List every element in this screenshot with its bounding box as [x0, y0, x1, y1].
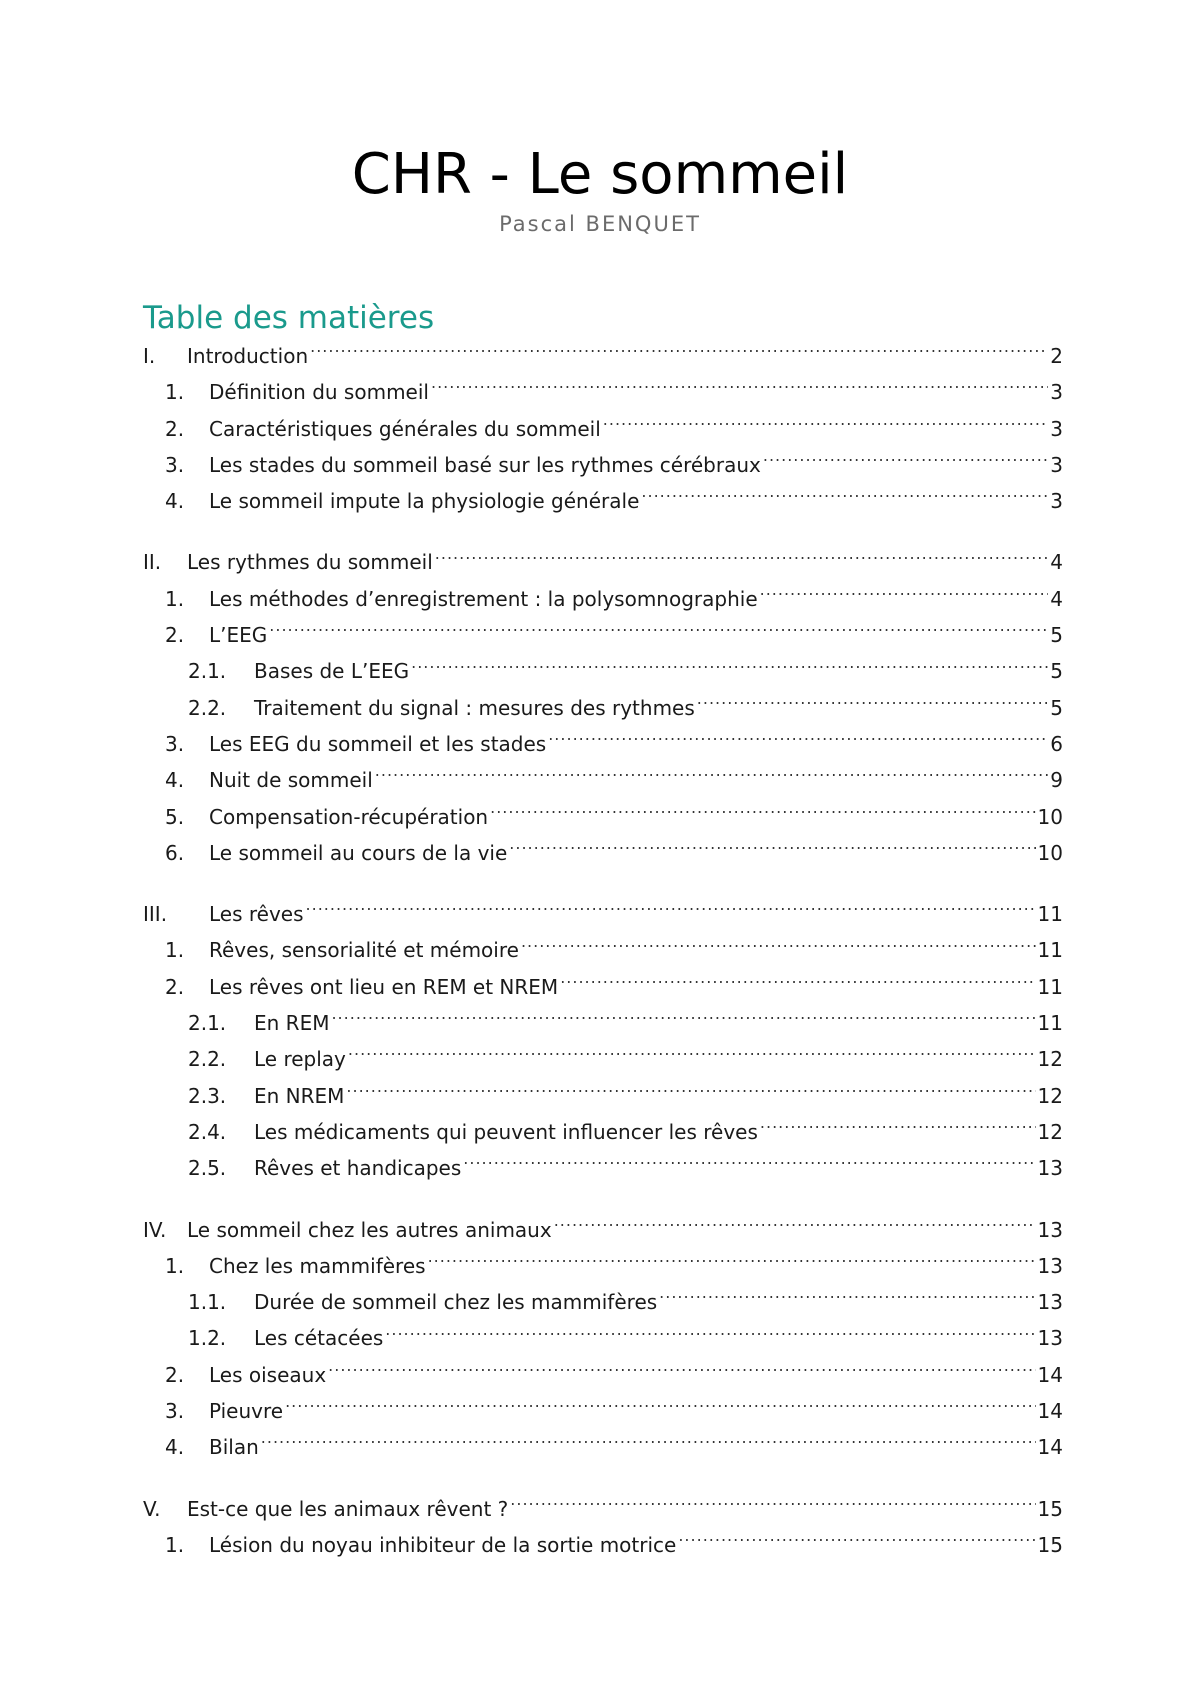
toc-entry-number: 1. [165, 586, 185, 611]
toc-entry-text: Bases de L’EEG [254, 659, 410, 684]
toc-entry-number: 2. [165, 974, 185, 999]
toc-entry-page: 5 [1050, 695, 1063, 720]
dot-leader [641, 490, 1048, 512]
toc-entry-text: Les médicaments qui peuvent influencer les rêves [254, 1119, 758, 1144]
toc-entry[interactable] [143, 1357, 1063, 1393]
toc-entry-page: 13 [1037, 1156, 1063, 1181]
dot-leader [261, 1436, 1036, 1458]
dot-leader [603, 418, 1049, 440]
toc-entry-number: 1. [165, 1253, 185, 1278]
toc-entry-page: 12 [1037, 1047, 1063, 1072]
dot-leader [375, 769, 1048, 791]
toc-entry-number: 2.2. [188, 695, 227, 720]
toc-entry[interactable] [143, 1393, 1063, 1429]
toc-entry-text: Le replay [254, 1047, 346, 1072]
toc-entry-text: Rêves et handicapes [254, 1156, 462, 1181]
toc-entry-text: Pieuvre [209, 1399, 284, 1424]
toc-entry-text: En NREM [254, 1083, 345, 1108]
toc-entry[interactable] [143, 581, 1063, 617]
toc-entry-page: 12 [1037, 1119, 1063, 1144]
toc-entry-text: Caractéristiques générales du sommeil [209, 416, 601, 441]
toc-entry-page: 3 [1050, 452, 1063, 477]
document-author: Pascal BENQUET [499, 212, 701, 236]
toc-entry-number: 1. [165, 1532, 185, 1557]
toc-entry-text: Les méthodes d’enregistrement : la polysomnographie [209, 586, 758, 611]
dot-leader [510, 1498, 1035, 1520]
toc-entry-text: Le sommeil impute la physiologie générale [209, 489, 640, 514]
toc-entry-text: Les EEG du sommeil et les stades [209, 731, 547, 756]
toc-entry[interactable] [143, 617, 1063, 653]
toc-entry[interactable] [143, 762, 1063, 798]
toc-entry-page: 11 [1037, 1011, 1063, 1036]
toc-entry-page: 13 [1037, 1217, 1063, 1242]
toc-entry-number: 1. [165, 938, 185, 963]
toc-entry-number: 5. [165, 804, 185, 829]
toc-entry[interactable] [143, 932, 1063, 968]
toc-entry[interactable] [143, 1491, 1063, 1527]
toc-entry[interactable] [143, 1041, 1063, 1077]
toc-entry-number: IV. [143, 1217, 167, 1242]
toc-entry[interactable] [143, 1150, 1063, 1186]
dot-leader [560, 976, 1035, 998]
toc-entry-text: Compensation-récupération [209, 804, 489, 829]
dot-leader [463, 1157, 1035, 1179]
toc-entry-page: 5 [1050, 659, 1063, 684]
dot-leader [385, 1328, 1035, 1350]
toc-entry-text: Les oiseaux [209, 1362, 327, 1387]
dot-leader [554, 1219, 1036, 1241]
toc-entry[interactable] [143, 1005, 1063, 1041]
toc-entry-number: 3. [165, 1399, 185, 1424]
toc-entry-text: Les rêves [209, 902, 304, 927]
toc-entry-number: V. [143, 1496, 161, 1521]
dot-leader [306, 903, 1036, 925]
toc-entry-page: 5 [1050, 623, 1063, 648]
toc-entry-page: 11 [1037, 974, 1063, 999]
dot-leader [763, 454, 1048, 476]
toc-entry[interactable] [143, 799, 1063, 835]
document-title: CHR - Le sommeil [351, 142, 849, 207]
toc-entry-page: 14 [1037, 1362, 1063, 1387]
toc-entry-number: 4. [165, 489, 185, 514]
dot-leader [310, 345, 1048, 367]
toc-entry-number: 3. [165, 731, 185, 756]
toc-entry-number: 4. [165, 768, 185, 793]
toc-entry-number: 6. [165, 840, 185, 865]
toc-entry[interactable] [143, 544, 1063, 580]
toc-entry-text: En REM [254, 1011, 330, 1036]
toc-entry-page: 14 [1037, 1435, 1063, 1460]
toc-entry-text: Durée de sommeil chez les mammifères [254, 1290, 658, 1315]
toc-entry-text: Les stades du sommeil basé sur les rythmes cérébraux [209, 452, 761, 477]
toc-entry[interactable] [143, 1212, 1063, 1248]
toc-entry-page: 3 [1050, 489, 1063, 514]
toc-entry-text: Le sommeil au cours de la vie [209, 840, 508, 865]
toc-entry-text: Les cétacées [254, 1326, 384, 1351]
dot-leader [760, 1121, 1036, 1143]
toc-entry[interactable] [143, 653, 1063, 689]
toc-entry-page: 3 [1050, 416, 1063, 441]
toc-entry-text: Rêves, sensorialité et mémoire [209, 938, 519, 963]
toc-entry-page: 13 [1037, 1326, 1063, 1351]
toc-entry[interactable] [143, 835, 1063, 871]
toc-entry-number: 3. [165, 452, 185, 477]
toc-entry-text: Définition du sommeil [209, 380, 429, 405]
toc-entry[interactable] [143, 1320, 1063, 1356]
toc-entry-page: 10 [1037, 840, 1063, 865]
dot-leader [431, 381, 1048, 403]
toc-entry[interactable] [143, 1429, 1063, 1465]
toc-entry-number: 2.5. [188, 1156, 227, 1181]
dot-leader [269, 624, 1048, 646]
toc-entry-number: 2.4. [188, 1119, 227, 1144]
toc-entry-number: 2.3. [188, 1083, 227, 1108]
toc-entry-page: 6 [1050, 731, 1063, 756]
toc-entry[interactable] [143, 896, 1063, 932]
dot-leader [346, 1085, 1035, 1107]
toc-entry[interactable] [143, 374, 1063, 410]
toc-heading: Table des matières [143, 300, 435, 336]
toc-entry-page: 11 [1037, 938, 1063, 963]
toc-entry[interactable] [143, 447, 1063, 483]
toc-entry-text: Les rythmes du sommeil [187, 550, 433, 575]
dot-leader [490, 806, 1035, 828]
toc-entry-text: L’EEG [209, 623, 268, 648]
toc-entry[interactable] [143, 1078, 1063, 1114]
toc-entry-text: Lésion du noyau inhibiteur de la sortie motrice [209, 1532, 677, 1557]
dot-leader [411, 661, 1048, 683]
dot-leader [328, 1364, 1035, 1386]
toc-entry-number: 2. [165, 416, 185, 441]
toc-entry-number: 2.2. [188, 1047, 227, 1072]
toc-entry-page: 15 [1037, 1496, 1063, 1521]
toc-entry-page: 15 [1037, 1532, 1063, 1557]
dot-leader [548, 733, 1048, 755]
toc-entry[interactable] [143, 726, 1063, 762]
toc-entry-text: Nuit de sommeil [209, 768, 373, 793]
toc-entry-number: I. [143, 344, 156, 368]
toc-entry[interactable] [143, 1114, 1063, 1150]
dot-leader [697, 697, 1048, 719]
toc-entry-text: Le sommeil chez les autres animaux [187, 1217, 552, 1242]
toc-entry-number: 1. [165, 380, 185, 405]
toc-entry-number: 2. [165, 1362, 185, 1387]
toc-entry-text: Traitement du signal : mesures des rythmes [254, 695, 695, 720]
toc-entry[interactable] [143, 1248, 1063, 1284]
dot-leader [521, 940, 1036, 962]
toc-entry-page: 4 [1050, 586, 1063, 611]
toc-entry-page: 14 [1037, 1399, 1063, 1424]
toc-entry-page: 9 [1050, 768, 1063, 793]
toc-entry-text: Est-ce que les animaux rêvent ? [187, 1496, 509, 1521]
dot-leader [659, 1291, 1035, 1313]
toc-entry-page: 2 [1050, 344, 1063, 368]
dot-leader [760, 588, 1049, 610]
toc-entry-text: Chez les mammifères [209, 1253, 426, 1278]
toc-entry-number: 1.2. [188, 1326, 227, 1351]
toc-entry[interactable] [143, 1527, 1063, 1563]
toc-entry-number: III. [143, 902, 168, 927]
toc-entry-page: 13 [1037, 1290, 1063, 1315]
dot-leader [331, 1012, 1035, 1034]
toc-entry-page: 10 [1037, 804, 1063, 829]
toc-entry-page: 12 [1037, 1083, 1063, 1108]
table-of-contents [143, 338, 1063, 1563]
toc-entry-number: 1.1. [188, 1290, 227, 1315]
toc-entry-number: 2.1. [188, 1011, 227, 1036]
toc-entry-number: II. [143, 550, 162, 575]
toc-entry[interactable] [143, 483, 1063, 519]
toc-entry-page: 3 [1050, 380, 1063, 405]
toc-entry[interactable] [143, 690, 1063, 726]
dot-leader [435, 552, 1048, 574]
toc-entry-number: 2.1. [188, 659, 227, 684]
toc-entry-text: Les rêves ont lieu en REM et NREM [209, 974, 559, 999]
toc-entry-text: Bilan [209, 1435, 259, 1460]
toc-entry[interactable] [143, 338, 1063, 374]
toc-entry-text: Introduction [187, 344, 309, 368]
toc-entry-page: 13 [1037, 1253, 1063, 1278]
toc-entry-number: 2. [165, 623, 185, 648]
dot-leader [428, 1255, 1036, 1277]
toc-entry-number: 4. [165, 1435, 185, 1460]
dot-leader [678, 1534, 1035, 1556]
toc-entry[interactable] [143, 1284, 1063, 1320]
toc-entry-page: 11 [1037, 902, 1063, 927]
toc-entry-page: 4 [1050, 550, 1063, 575]
toc-entry[interactable] [143, 411, 1063, 447]
dot-leader [348, 1048, 1036, 1070]
toc-entry[interactable] [143, 969, 1063, 1005]
dot-leader [285, 1400, 1035, 1422]
dot-leader [509, 842, 1035, 864]
